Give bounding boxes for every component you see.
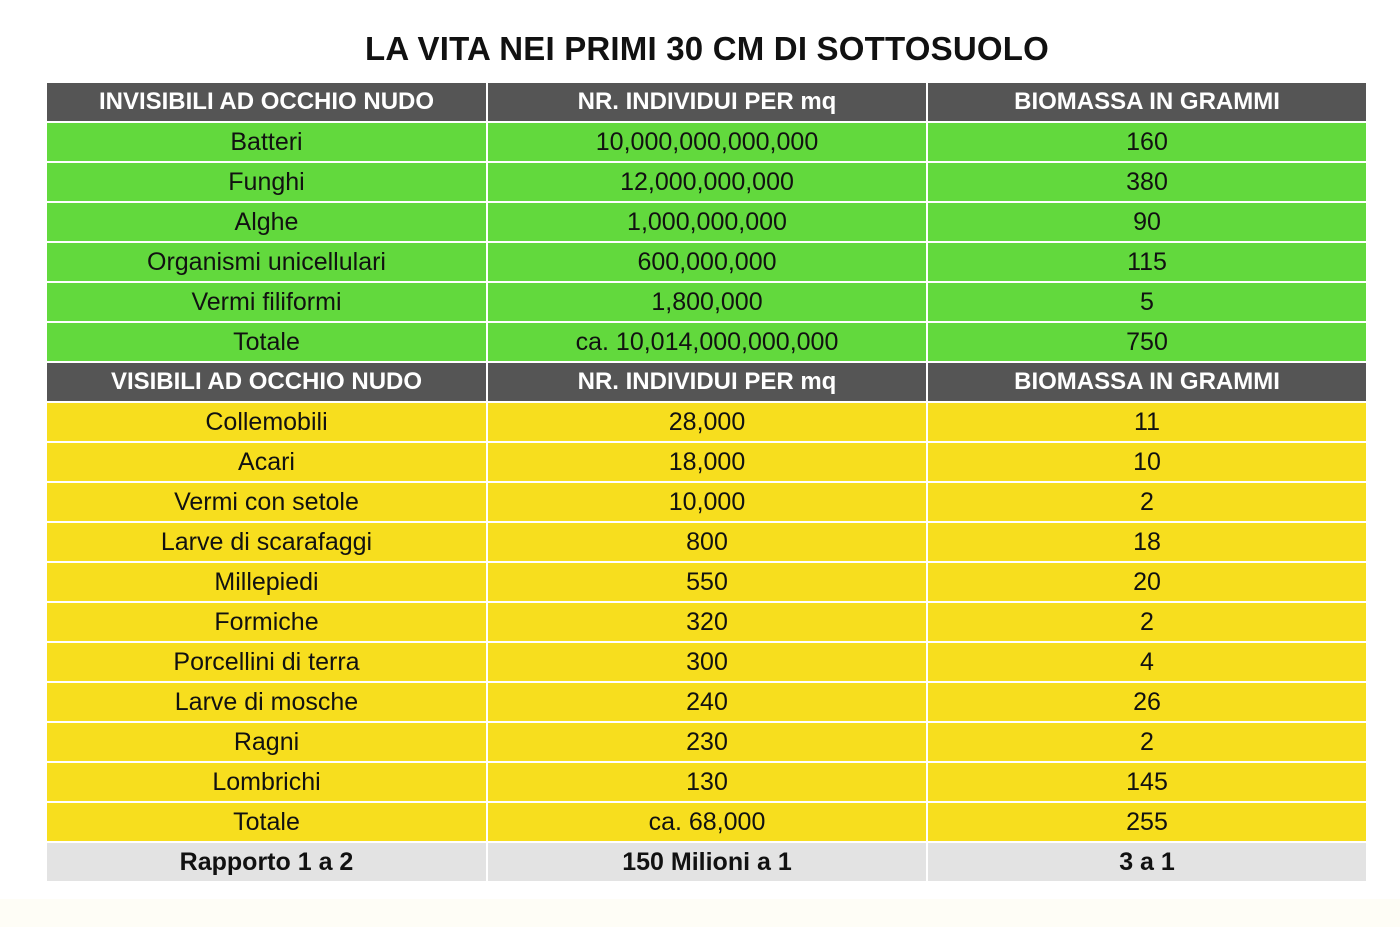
organism-name: Funghi [47,162,487,202]
table-row [47,682,1366,722]
visible-header-row [47,362,1366,402]
invisible-header-row [47,83,1366,122]
individuals-count: 240 [487,682,927,722]
individuals-count: 230 [487,722,927,762]
individuals-count: 18,000 [487,442,927,482]
organism-name: Formiche [47,602,487,642]
biomass-value: 18 [927,522,1366,562]
biomass-value: 90 [927,202,1366,242]
organism-name: Porcellini di terra [47,642,487,682]
organism-name: Totale [47,322,487,362]
table-row [47,202,1366,242]
organism-name: Vermi filiformi [47,282,487,322]
organism-name: Lombrichi [47,762,487,802]
table-row [47,282,1366,322]
table-row [47,562,1366,602]
biomass-value: 2 [927,722,1366,762]
organism-name: Organismi unicellulari [47,242,487,282]
table-row [47,122,1366,162]
table-row [47,402,1366,442]
biomass-value: 4 [927,642,1366,682]
individuals-count: ca. 10,014,000,000,000 [487,322,927,362]
table-row [47,642,1366,682]
organism-name: Millepiedi [47,562,487,602]
table-row [47,522,1366,562]
individuals-count: 320 [487,602,927,642]
soil-life-table [47,83,1366,881]
biomass-value: 145 [927,762,1366,802]
visible-total-row [47,802,1366,842]
individuals-count: 10,000,000,000,000 [487,122,927,162]
biomass-value: 10 [927,442,1366,482]
organism-name: Collemobili [47,402,487,442]
ratio-label: Rapporto 1 a 2 [47,842,487,881]
individuals-count: 1,000,000,000 [487,202,927,242]
individuals-count: 10,000 [487,482,927,522]
table-row [47,442,1366,482]
biomass-value: 26 [927,682,1366,722]
individuals-count: ca. 68,000 [487,802,927,842]
ratio-individuals: 150 Milioni a 1 [487,842,927,881]
header-individuals: NR. INDIVIDUI PER mq [487,83,927,122]
individuals-count: 28,000 [487,402,927,442]
biomass-value: 255 [927,802,1366,842]
organism-name: Vermi con setole [47,482,487,522]
individuals-count: 600,000,000 [487,242,927,282]
biomass-value: 11 [927,402,1366,442]
biomass-value: 2 [927,602,1366,642]
invisible-total-row [47,322,1366,362]
table-row [47,602,1366,642]
page-title: LA VITA NEI PRIMI 30 CM DI SOTTOSUOLO [365,30,1049,67]
ratio-biomass: 3 a 1 [927,842,1366,881]
page-bottom-band [0,899,1400,927]
organism-name: Totale [47,802,487,842]
individuals-count: 130 [487,762,927,802]
table-row [47,482,1366,522]
header-category: INVISIBILI AD OCCHIO NUDO [47,83,487,122]
header-biomass: BIOMASSA IN GRAMMI [927,362,1366,402]
biomass-value: 160 [927,122,1366,162]
biomass-value: 20 [927,562,1366,602]
organism-name: Batteri [47,122,487,162]
table-row [47,242,1366,282]
organism-name: Acari [47,442,487,482]
ratio-row [47,842,1366,881]
biomass-value: 115 [927,242,1366,282]
biomass-value: 2 [927,482,1366,522]
header-category: VISIBILI AD OCCHIO NUDO [47,362,487,402]
individuals-count: 12,000,000,000 [487,162,927,202]
header-biomass: BIOMASSA IN GRAMMI [927,83,1366,122]
table-row [47,162,1366,202]
organism-name: Alghe [47,202,487,242]
organism-name: Larve di scarafaggi [47,522,487,562]
header-individuals: NR. INDIVIDUI PER mq [487,362,927,402]
individuals-count: 550 [487,562,927,602]
individuals-count: 300 [487,642,927,682]
biomass-value: 750 [927,322,1366,362]
organism-name: Larve di mosche [47,682,487,722]
table-row [47,762,1366,802]
individuals-count: 1,800,000 [487,282,927,322]
biomass-value: 380 [927,162,1366,202]
table-row [47,722,1366,762]
organism-name: Ragni [47,722,487,762]
biomass-value: 5 [927,282,1366,322]
individuals-count: 800 [487,522,927,562]
